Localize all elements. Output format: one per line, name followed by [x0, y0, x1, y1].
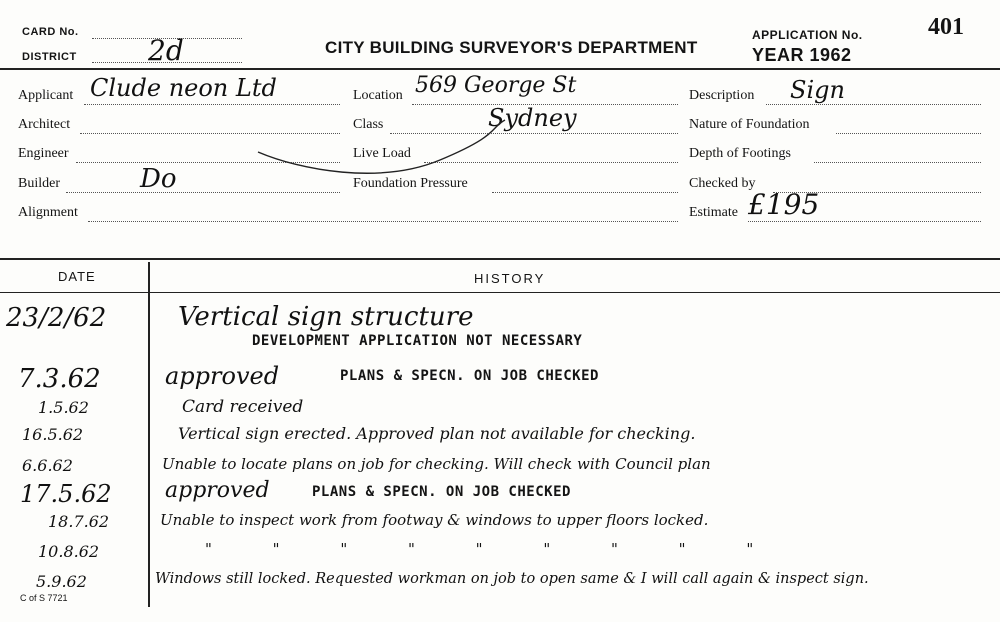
row-text: Unable to inspect work from footway & windows to upper floors locked. [160, 511, 709, 529]
district-label: DISTRICT [22, 51, 77, 63]
application-label: APPLICATION No. [752, 28, 863, 42]
location-value: 569 George St [415, 73, 577, 98]
builder-value: Do [140, 164, 177, 194]
live-load-label: Live Load [353, 146, 411, 161]
date-header: DATE [58, 269, 96, 284]
year: YEAR 1962 [752, 45, 852, 65]
estimate-value: £195 [748, 188, 820, 221]
class-label: Class [353, 117, 384, 132]
alignment-label: Alignment [18, 205, 78, 220]
engineer-label: Engineer [18, 146, 69, 161]
row-date: 17.5.62 [20, 480, 112, 508]
row-stamp: PLANS & SPECN. ON JOB CHECKED [312, 484, 571, 500]
card-no-label: CARD No. [22, 26, 79, 38]
row-date: 6.6.62 [22, 456, 73, 475]
department-title: CITY BUILDING SURVEYOR'S DEPARTMENT [325, 38, 698, 57]
row-date: 5.9.62 [36, 572, 87, 591]
application-number: 401 [928, 14, 964, 40]
description-label: Description [689, 88, 755, 103]
row-text: " " " " " " " " " [205, 540, 782, 558]
row-date: 1.5.62 [38, 398, 89, 417]
checked-by-label: Checked by [689, 176, 756, 191]
description-value: Sign [790, 76, 845, 104]
row-text: Windows still locked. Requested workman on job to open same & I will call again & inspect sign. [155, 571, 869, 587]
row-text: approved [165, 478, 270, 503]
row-stamp: DEVELOPMENT APPLICATION NOT NECESSARY [252, 333, 583, 349]
table-header-rule [0, 292, 1000, 293]
row-date: 18.7.62 [48, 512, 110, 531]
estimate-label: Estimate [689, 205, 738, 220]
district-value: 2d [148, 34, 184, 67]
class-value: Sydney [488, 104, 577, 132]
row-text: Card received [182, 397, 304, 417]
nature-of-foundation-label: Nature of Foundation [689, 117, 810, 132]
row-text: Unable to locate plans on job for checking. Will check with Council plan [162, 455, 711, 473]
history-header: HISTORY [474, 271, 546, 286]
row-text: Vertical sign erected. Approved plan not available for checking. [178, 424, 696, 443]
applicant-label: Applicant [18, 88, 74, 103]
row-date: 23/2/62 [6, 303, 107, 333]
form-code: C of S 7721 [20, 593, 68, 603]
location-label: Location [353, 88, 403, 103]
row-text: Vertical sign structure [178, 302, 474, 332]
fields-rule [0, 258, 1000, 260]
foundation-pressure-label: Foundation Pressure [353, 176, 468, 191]
date-column-divider [148, 262, 150, 607]
depth-of-footings-label: Depth of Footings [689, 146, 791, 161]
row-text: approved [165, 362, 280, 390]
row-date: 16.5.62 [22, 425, 84, 444]
builder-label: Builder [18, 176, 60, 191]
row-date: 10.8.62 [38, 542, 100, 561]
row-stamp: PLANS & SPECN. ON JOB CHECKED [340, 368, 599, 384]
architect-label: Architect [18, 117, 71, 132]
applicant-value: Clude neon Ltd [90, 74, 277, 102]
row-date: 7.3.62 [18, 364, 101, 394]
